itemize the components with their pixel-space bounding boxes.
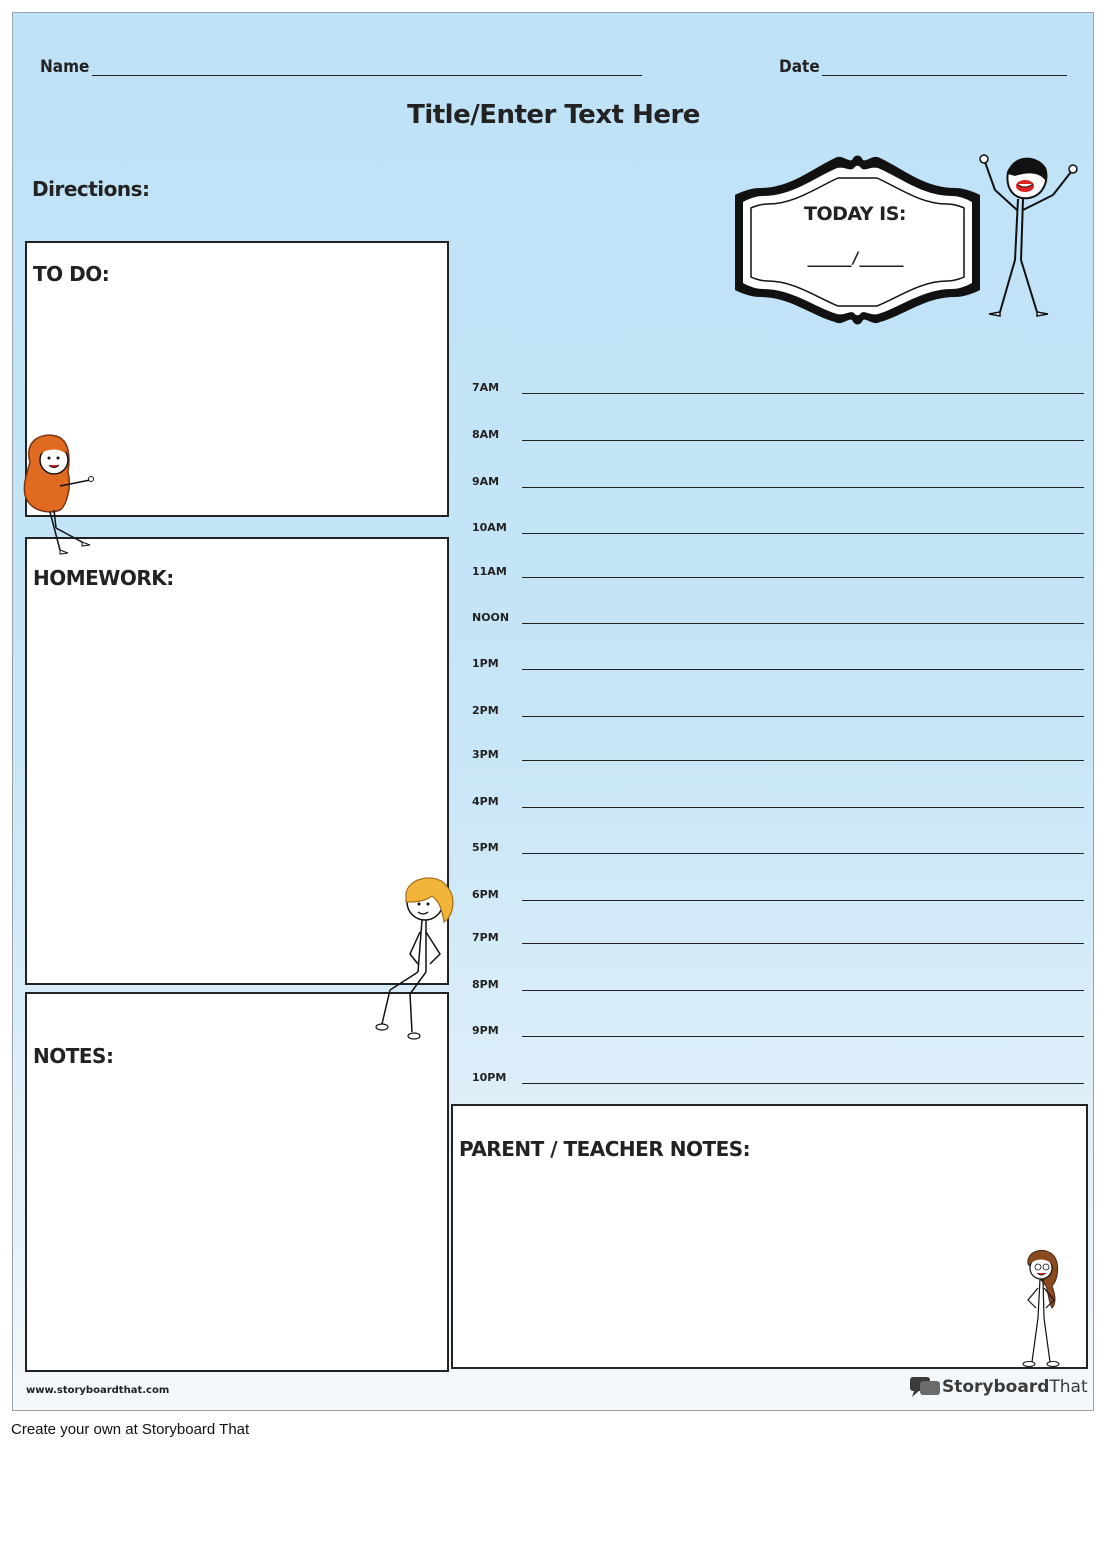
schedule-row[interactable] bbox=[470, 475, 1090, 495]
time-label: 6PM bbox=[472, 888, 499, 901]
parent-teacher-notes-label: PARENT / TEACHER NOTES: bbox=[459, 1137, 751, 1161]
time-label: 8PM bbox=[472, 978, 499, 991]
create-your-own-link[interactable]: Create your own at Storyboard That bbox=[11, 1421, 250, 1438]
schedule-row[interactable] bbox=[470, 1024, 1090, 1044]
schedule-row[interactable] bbox=[470, 888, 1090, 908]
today-badge-frame bbox=[730, 150, 985, 330]
schedule-row[interactable] bbox=[470, 521, 1090, 541]
time-label: 3PM bbox=[472, 748, 499, 761]
footer-url[interactable]: www.storyboardthat.com bbox=[26, 1385, 170, 1396]
schedule-row[interactable] bbox=[470, 748, 1090, 768]
schedule-line bbox=[522, 533, 1084, 534]
schedule-row[interactable] bbox=[470, 565, 1090, 585]
time-label: 5PM bbox=[472, 841, 499, 854]
time-label: 11AM bbox=[472, 565, 507, 578]
date-label: Date bbox=[779, 57, 820, 77]
schedule-line bbox=[522, 487, 1084, 488]
time-label: 10AM bbox=[472, 521, 507, 534]
schedule-line bbox=[522, 669, 1084, 670]
brand-name-part1: Storyboard bbox=[942, 1377, 1050, 1397]
today-date-blank: _____/_____ bbox=[807, 248, 903, 267]
name-label: Name bbox=[40, 57, 90, 77]
redhead-character-illustration bbox=[20, 432, 100, 562]
schedule-row[interactable] bbox=[470, 381, 1090, 401]
schedule-row[interactable] bbox=[470, 978, 1090, 998]
time-label: NOON bbox=[472, 611, 510, 624]
time-label: 8AM bbox=[472, 428, 500, 441]
blonde-character-illustration bbox=[370, 872, 465, 1042]
schedule-line bbox=[522, 623, 1084, 624]
schedule-row[interactable] bbox=[470, 795, 1090, 815]
schedule-row[interactable] bbox=[470, 1071, 1090, 1091]
schedule-row[interactable] bbox=[470, 657, 1090, 677]
schedule-row[interactable] bbox=[470, 841, 1090, 861]
schedule-line bbox=[522, 807, 1084, 808]
schedule-line bbox=[522, 440, 1084, 441]
schedule-row[interactable] bbox=[470, 704, 1090, 724]
time-label: 2PM bbox=[472, 704, 499, 717]
schedule-line bbox=[522, 1083, 1084, 1084]
page-title: Title/Enter Text Here bbox=[407, 100, 700, 130]
schedule-line bbox=[522, 853, 1084, 854]
time-label: 9AM bbox=[472, 475, 500, 488]
date-line bbox=[822, 75, 1067, 76]
time-label: 7PM bbox=[472, 931, 499, 944]
schedule-row[interactable] bbox=[470, 428, 1090, 448]
speech-bubble-icon bbox=[908, 1375, 942, 1399]
name-line bbox=[92, 75, 642, 76]
cheering-character-illustration bbox=[975, 150, 1090, 325]
brunette-character-illustration bbox=[1016, 1246, 1066, 1368]
notes-label: NOTES: bbox=[33, 1044, 114, 1068]
today-is-label: TODAY IS: bbox=[804, 203, 906, 225]
schedule-line bbox=[522, 716, 1084, 717]
schedule-line bbox=[522, 943, 1084, 944]
schedule-line bbox=[522, 760, 1084, 761]
schedule-line bbox=[522, 577, 1084, 578]
schedule-row[interactable] bbox=[470, 611, 1090, 631]
time-label: 7AM bbox=[472, 381, 500, 394]
time-label: 10PM bbox=[472, 1071, 507, 1084]
schedule-line bbox=[522, 900, 1084, 901]
brand-name-part2: That bbox=[1049, 1377, 1088, 1397]
todo-label: TO DO: bbox=[33, 262, 110, 286]
schedule-line bbox=[522, 1036, 1084, 1037]
schedule-row[interactable] bbox=[470, 931, 1090, 951]
time-label: 9PM bbox=[472, 1024, 499, 1037]
homework-label: HOMEWORK: bbox=[33, 566, 174, 590]
schedule-line bbox=[522, 990, 1084, 991]
directions-label: Directions: bbox=[32, 177, 150, 201]
time-label: 1PM bbox=[472, 657, 499, 670]
schedule-line bbox=[522, 393, 1084, 394]
time-label: 4PM bbox=[472, 795, 499, 808]
storyboardthat-logo[interactable] bbox=[908, 1374, 1088, 1400]
